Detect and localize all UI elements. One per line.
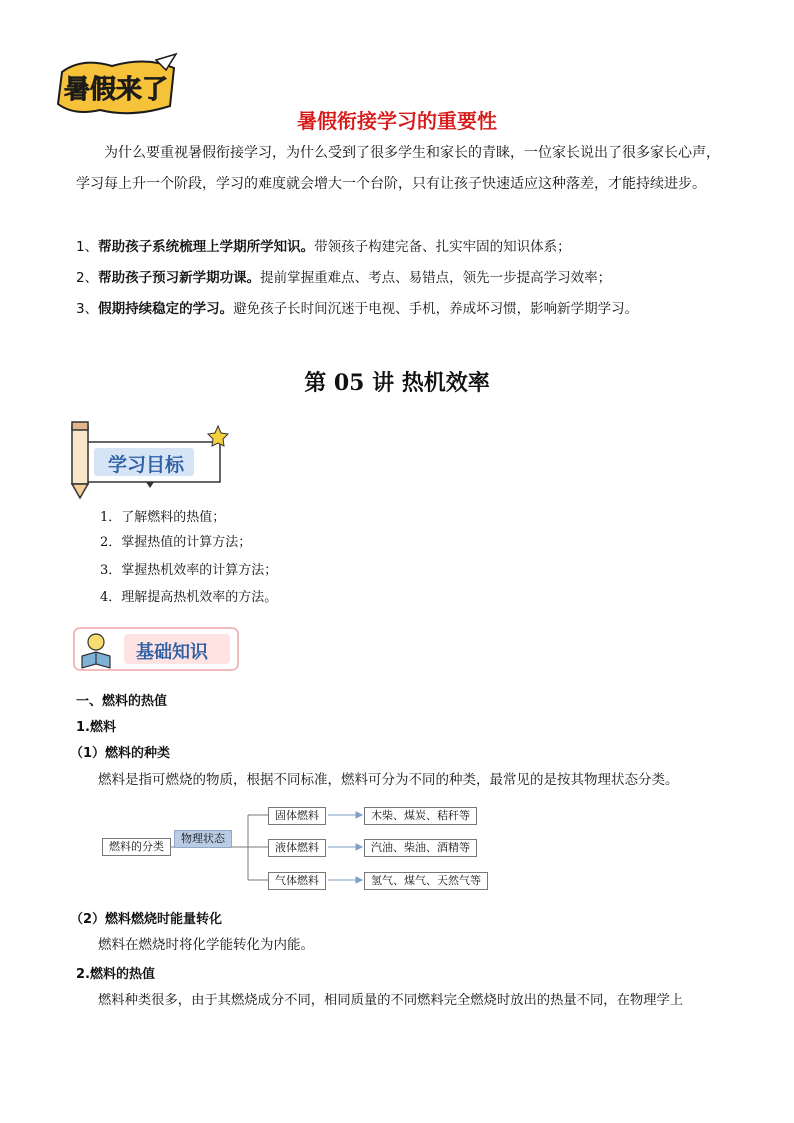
diagram-example-liquid: 汽油、柴油、酒精等	[364, 839, 477, 857]
diagram-example-gas: 氢气、煤气、天然气等	[364, 872, 488, 890]
point-1-bold: 帮助孩子系统梳理上学期所学知识。	[98, 239, 315, 255]
point-2-bold: 帮助孩子预习新学期功课。	[98, 270, 261, 286]
star-icon	[208, 426, 228, 446]
intro-text: 为什么要重视暑假衔接学习，为什么受到了很多学生和家长的青睐，一位家长说出了很多家长心声，学习每上升一个阶段，学习的难度就会增大一个台阶，只有让孩子快速适应这种落差，才能持续进步。	[76, 145, 720, 192]
section-heading-1: 一、燃料的热值	[76, 694, 168, 709]
text-heat-value: 燃料种类很多，由于其燃烧成分不同，相同质量的不同燃料完全燃烧时放出的热量不同，在物理学上	[98, 993, 684, 1008]
promo-title: 暑假衔接学习的重要性	[297, 109, 497, 133]
goal-item-3: 3．掌握热机效率的计算方法；	[100, 563, 278, 578]
sub-heading-1-2: （2）燃料燃烧时能量转化	[70, 912, 223, 927]
diagram-branch-liquid: 液体燃料	[268, 839, 326, 857]
sub-heading-2: 2.燃料的热值	[76, 967, 155, 982]
fuel-classification-diagram	[98, 800, 498, 896]
text-fuel-definition: 燃料是指可燃烧的物质，根据不同标准，燃料可分为不同的种类，最常见的是按其物理状态分类。	[98, 772, 679, 788]
diagram-criterion-box: 物理状态	[174, 830, 232, 848]
text-energy-conversion: 燃料在燃烧时将化学能转化为内能。	[98, 937, 314, 953]
lesson-title: 第 05 讲 热机效率	[304, 370, 490, 396]
pencil-icon	[72, 422, 88, 498]
sub-heading-1: 1.燃料	[76, 720, 116, 735]
goals-banner-label: 学习目标	[108, 454, 185, 476]
point-2: 2、帮助孩子预习新学期功课。提前掌握重难点、考点、易错点，领先一步提高学习效率；	[76, 270, 612, 286]
diagram-root-box: 燃料的分类	[102, 838, 171, 856]
basics-banner-label: 基础知识	[136, 642, 208, 663]
point-3: 3、假期持续稳定的学习。避免孩子长时间沉迷于电视、手机，养成坏习惯，影响新学期学习。	[76, 301, 639, 317]
goals-banner	[68, 420, 238, 500]
goal-item-4: 4．理解提高热机效率的方法。	[100, 590, 278, 605]
goal-item-2: 2．掌握热值的计算方法；	[100, 535, 252, 550]
point-3-bold: 假期持续稳定的学习。	[98, 301, 234, 317]
point-1: 1、帮助孩子系统梳理上学期所学知识。带领孩子构建完备、扎实牢固的知识体系；	[76, 239, 571, 255]
diagram-branch-solid: 固体燃料	[268, 807, 326, 825]
sub-heading-1-1: （1）燃料的种类	[70, 746, 171, 761]
diagram-branch-gas: 气体燃料	[268, 872, 326, 890]
basics-banner	[72, 624, 252, 674]
diagram-example-solid: 木柴、煤炭、秸秆等	[364, 807, 477, 825]
logo-text: 暑假来了	[63, 75, 169, 105]
goal-item-1: 1．了解燃料的热值；	[100, 510, 226, 525]
intro-paragraph	[76, 138, 720, 200]
